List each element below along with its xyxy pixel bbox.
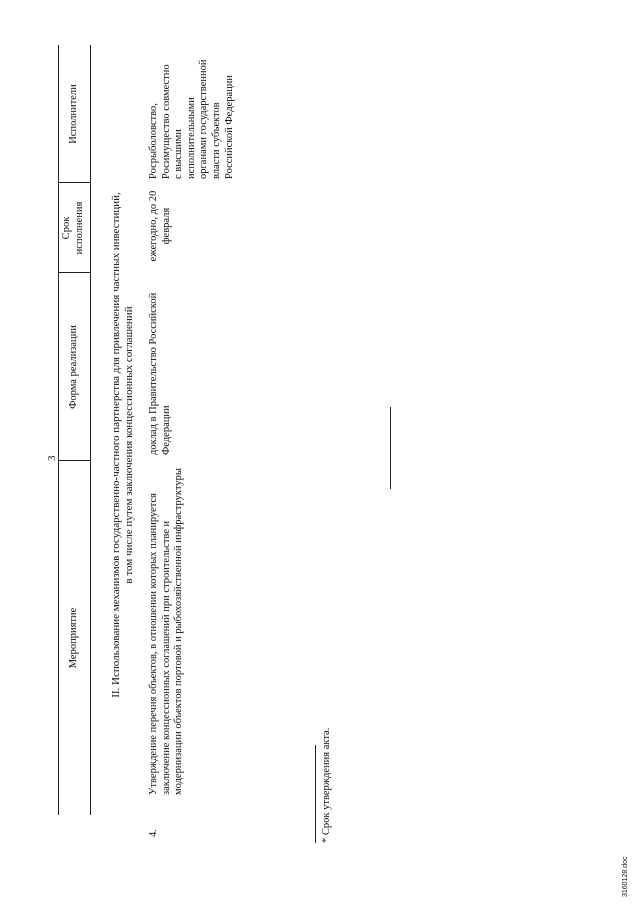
footnote-separator [315,745,316,843]
table-header-bottom-border [90,45,91,815]
page-number: 3 [46,455,58,461]
section-title-line1: II. Использование механизмов государственно-частного партнерства для привлечения частных инвестиций, [110,192,122,698]
section-title-line2: в том числе путем заключения концессионных соглашений [123,306,135,584]
row-number: 4. [148,829,159,837]
footnote: * Срок утверждения акта. [321,727,332,843]
row-form: доклад в Правительство Российской Федерации [148,292,172,455]
header-event: Мероприятие [68,607,79,669]
header-form: Форма реализации [68,325,79,409]
header-executors: Исполнители [68,84,79,144]
end-mark-line [390,407,391,489]
table-top-border [58,45,59,815]
section-title [110,85,136,805]
row-event: Утверждение перечня объектов, в отношении которых планируется заключение концессионных соглашений при строительстве и модернизации объектов портовой и рыбохозяйственной инфраструктуры [148,468,185,795]
row-executors: Росрыболовство, Росимущество совместно с высшими исполнительными органами государственной власти субъектов Российской Федерации [148,59,235,179]
document-id: 3160128.doc [622,856,629,897]
header-deadline: Срок исполнения [61,201,85,255]
row-deadline: ежегодно, до 20 февраля [148,190,172,262]
